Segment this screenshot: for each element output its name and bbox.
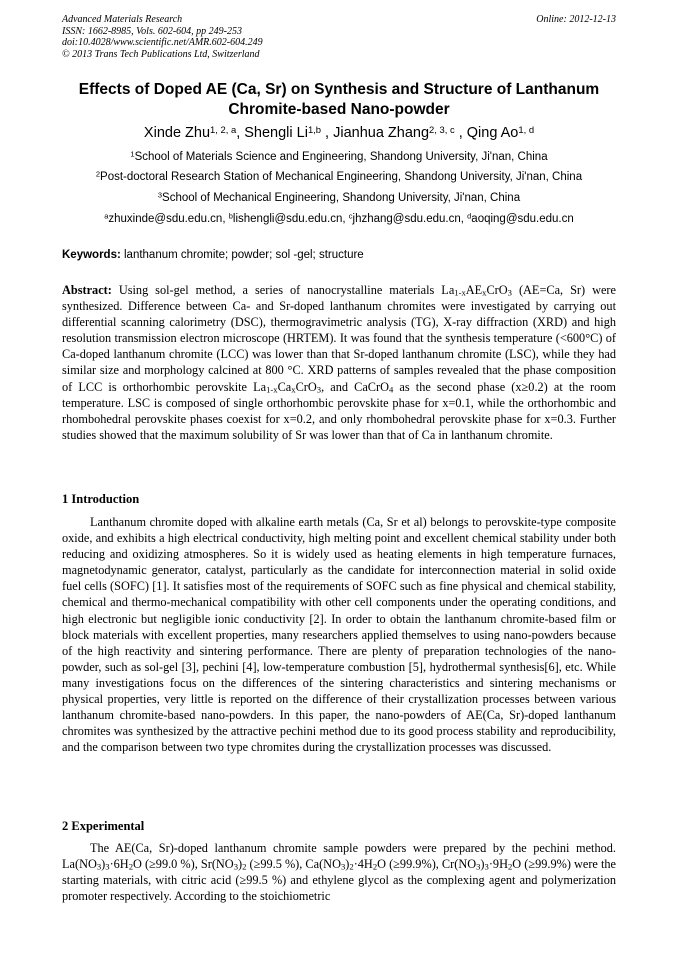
email-text: jhzhang@sdu.edu.cn, bbox=[352, 213, 468, 225]
introduction-body bbox=[62, 514, 616, 755]
affiliation-sup: 1 bbox=[130, 149, 135, 159]
author-name: Xinde Zhu bbox=[143, 125, 211, 141]
abstract-text: Ca bbox=[277, 379, 292, 394]
affiliation-text: Post-doctoral Research Station of Mechanical Engineering, Shandong University, Ji'nan, China bbox=[100, 171, 583, 183]
subscript: 1-x bbox=[266, 384, 278, 395]
abstract-text: Using sol-gel method, a series of nanocrystalline materials La bbox=[111, 283, 455, 297]
email-sup: a bbox=[104, 211, 109, 221]
abstract bbox=[62, 282, 616, 443]
email-text: aoqing@sdu.edu.cn bbox=[471, 213, 574, 225]
subscript: 3 bbox=[316, 384, 322, 395]
body-text: ) bbox=[238, 857, 243, 872]
subscript: x bbox=[291, 384, 296, 395]
subscript: 4 bbox=[388, 384, 394, 395]
doi-line: doi:10.4028/www.scientific.net/AMR.602-604.249 bbox=[62, 37, 263, 48]
body-text: ·9H bbox=[488, 857, 508, 872]
affiliation-3 bbox=[62, 191, 616, 205]
keywords bbox=[62, 248, 616, 262]
journal-header bbox=[62, 14, 616, 60]
abstract-label: Abstract: bbox=[62, 283, 112, 297]
affiliation-2 bbox=[62, 170, 616, 184]
author-sep: , bbox=[236, 125, 245, 141]
subscript: 3 bbox=[105, 861, 110, 872]
title-line-2: Chromite-based Nano-powder bbox=[228, 101, 450, 118]
abstract-text: AE bbox=[465, 283, 483, 297]
keywords-label: Keywords: bbox=[62, 249, 121, 261]
subscript: 2 bbox=[372, 861, 378, 872]
author-name: Qing Ao bbox=[466, 125, 519, 141]
subscript: 3 bbox=[96, 861, 102, 872]
email-sup: c bbox=[348, 211, 353, 221]
body-text: ·6H bbox=[109, 857, 129, 872]
keywords-text: lanthanum chromite; powder; sol -gel; structure bbox=[120, 249, 364, 261]
email-list bbox=[62, 212, 616, 226]
subscript: 3 bbox=[484, 861, 489, 872]
subscript: 2 bbox=[128, 861, 133, 872]
email-sup: d bbox=[467, 211, 472, 221]
affiliation-1 bbox=[62, 150, 616, 164]
body-text: O (≥99.9%), Cr(NO bbox=[377, 857, 477, 872]
affiliation-sup: 3 bbox=[157, 190, 163, 200]
section-heading-introduction: 1 Introduction bbox=[62, 492, 140, 506]
body-text: ·4H bbox=[353, 857, 373, 872]
email-text: zhuxinde@sdu.edu.cn, bbox=[108, 213, 229, 225]
online-date: Online: 2012-12-13 bbox=[536, 14, 616, 25]
body-text: (≥99.5 %), Ca(NO bbox=[246, 857, 341, 872]
affiliation-text: School of Materials Science and Engineering, Shandong University, Ji'nan, China bbox=[134, 151, 548, 163]
subscript: 3 bbox=[476, 861, 481, 872]
abstract-text: CrO bbox=[295, 379, 317, 394]
subscript: 3 bbox=[507, 287, 512, 298]
affiliation-text: School of Mechanical Engineering, Shandong University, Ji'nan, China bbox=[162, 192, 521, 204]
subscript: x bbox=[482, 287, 487, 298]
email-sup: b bbox=[228, 211, 233, 221]
subscript: 2 bbox=[507, 861, 513, 872]
issn-line: ISSN: 1662-8985, Vols. 602-604, pp 249-253 bbox=[62, 25, 242, 37]
author-sup: 1, d bbox=[518, 123, 535, 135]
introduction-paragraph: Lanthanum chromite doped with alkaline earth metals (Ca, Sr et al) belongs to perovskite-type composite oxide, and exhibits a high electrical conductivity, high melting point and excellent chemical stability under both reducing and oxidizing atmospheres. So it is widely used as heating elements in high temperature furnaces, magnetodynamic generator, catalyst, particularly as the candidate for interconnection material in solid oxide fuel cells (SOFC) [1]. It satisfies most of the requirements of SOFC such as fine physical and chemical stability, chemical and thermo-mechanical compatibility with other cell components under the operating conditions, and high electronic but negligible ionic conductivity [2]. In order to obtain the lanthanum chromite-based film or block materials with excellent properties, many researchers applied themselves to using nano-powders because of the high reactivity and sintering performance. There are plenty of preparation technologies of the nano-powder, such as sol-gel [3], pechini [4], low-temperature combustion [5], hydrothermal synthesis[6], etc. While many investigations focus on the differences of the sintering characteristics and sintering mechanisms or physical properties, very little is reported on the difference of their crystallization processes between various lanthanum chromite-based nano-powders. In this paper, the nano-powders of AE(Ca, Sr)-doped lanthanum chromites was synthesized by the attractive pechini method due to its good process stability and reproducibility, and the comparison between two type chromites during the crystallization processes was discussed. bbox=[62, 515, 616, 755]
subscript: 3 bbox=[233, 861, 238, 872]
abstract-text: , and CaCrO bbox=[321, 379, 389, 394]
author-sup: 1,b bbox=[307, 123, 322, 135]
subscript: 3 bbox=[340, 861, 346, 872]
journal-name: Advanced Materials Research bbox=[62, 14, 183, 25]
body-text: The AE(Ca, Sr)-doped lanthanum chromite sample powders were prepared by the pechini method. La(NO bbox=[62, 841, 616, 872]
paper-title bbox=[62, 80, 616, 120]
body-text: ) bbox=[480, 857, 485, 872]
body-text: ) bbox=[101, 857, 106, 872]
author-name: Shengli Li bbox=[244, 125, 308, 141]
subscript: 2 bbox=[242, 861, 247, 872]
author-sup: 1, 2, a bbox=[210, 123, 237, 135]
abstract-text: as the second phase (x≥0.2) at the room temperature. LSC is composed of single orthorhombic perovskite phase for x=0.1, while the orthorhombic and rhombohedral perovskite phases coexist for x=0.2, and only rhombohedral perovskite phase for x=0.3. Further studies showed that the maximum solubility of Sr was lower than that of Ca in lanthanum chromite. bbox=[62, 379, 616, 442]
author-sep: , bbox=[321, 125, 334, 141]
author-name: Jianhua Zhang bbox=[333, 125, 430, 141]
email-text: lishengli@sdu.edu.cn, bbox=[232, 213, 349, 225]
abstract-text: CrO bbox=[486, 283, 508, 297]
copyright-line: © 2013 Trans Tech Publications Ltd, Switzerland bbox=[62, 48, 260, 60]
body-text: O (≥99.9%) were the starting materials, with citric acid (≥99.5 %) and ethylene glycol as the complexing agent and polymerization promoter respectively. According to the stoichiometric bbox=[62, 857, 616, 904]
body-text: O (≥99.0 %), Sr(NO bbox=[133, 857, 234, 872]
author-sep: , bbox=[454, 125, 467, 141]
section-heading-experimental: 2 Experimental bbox=[62, 819, 145, 833]
body-text: ) bbox=[345, 857, 350, 872]
affiliation-sup: 2 bbox=[95, 169, 101, 179]
subscript: 1-x bbox=[454, 287, 466, 298]
title-line-1: Effects of Doped AE (Ca, Sr) on Synthesis and Structure of Lanthanum bbox=[78, 81, 600, 98]
subscript: 2 bbox=[349, 861, 354, 872]
author-list bbox=[62, 124, 616, 142]
author-sup: 2, 3, c bbox=[429, 123, 455, 135]
abstract-text: (AE=Ca, Sr) were synthesized. Difference between Ca- and Sr-doped lanthanum chromites were investigated by carrying out differential scanning calorimetry (DSC), thermogravimetric analysis (TG), X-ray diffraction (XRD) and high resolution transmission electron microscope (HRTEM). It was found that the synthesis temperature (<600°C) of Ca-doped lanthanum chromite (LCC) was lower than that Sr-doped lanthanum chromite (LSC), while they had similar size and morphology calcined at 800 °C. XRD patterns of samples revealed that the phase composition of LCC is orthorhombic perovskite La bbox=[62, 283, 616, 394]
experimental-body bbox=[62, 840, 616, 904]
